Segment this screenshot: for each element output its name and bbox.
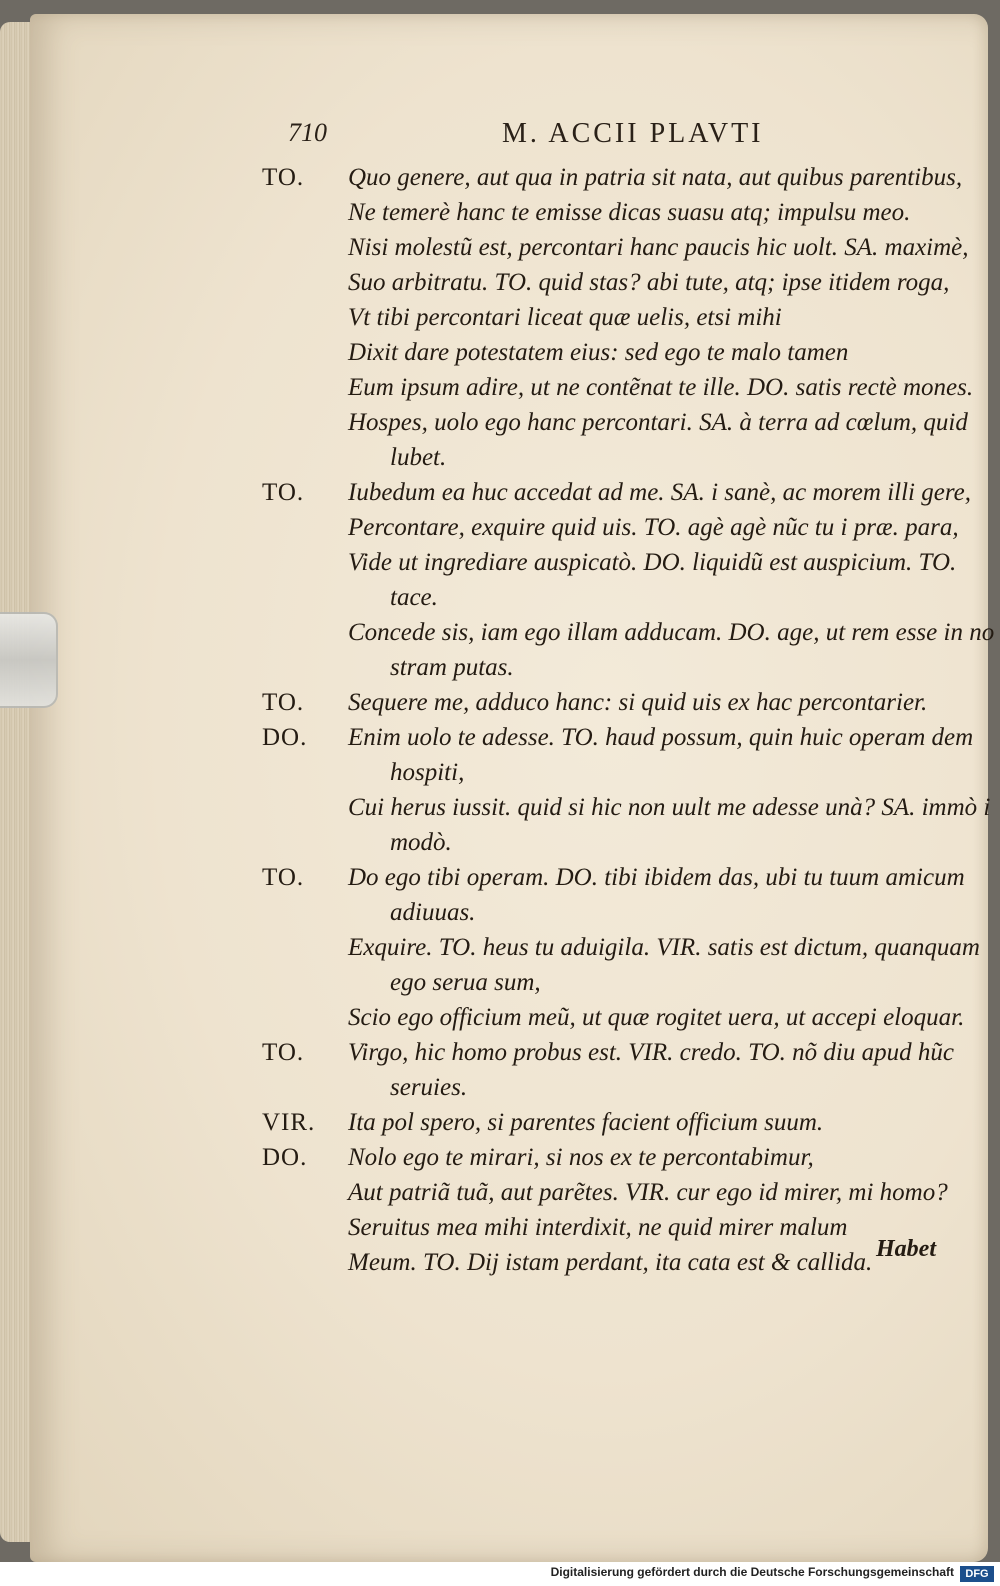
verse-text: lubet. <box>390 444 447 471</box>
verse-text: Eum ipsum adire, ut ne contẽnat te ille. DO. satis rectè mones. <box>348 374 974 401</box>
verse-line <box>262 440 962 475</box>
verse-text: Hospes, uolo ego hanc percontari. SA. à terra ad cœlum, quid <box>348 409 968 436</box>
verse-text: Enim uolo te adesse. TO. haud possum, quin huic operam dem <box>348 724 974 751</box>
verse-line <box>262 895 962 930</box>
verse-line <box>262 720 974 755</box>
verse-line <box>262 685 962 720</box>
verse-text: Nolo ego te mirari, si nos ex te percontabimur, <box>348 1144 814 1171</box>
verse-text: Concede sis, iam ego illam adducam. DO. age, ut rem esse in no <box>348 619 995 646</box>
folio-number: 710 <box>288 118 327 147</box>
verse-line <box>262 860 965 895</box>
verse-text: Ne temerè hanc te emisse dicas suasu atq; impulsu meo. <box>348 199 911 226</box>
verse-line <box>262 965 962 1000</box>
verse-text: Meum. TO. Dij istam perdant, ita cata est & callida. <box>348 1249 873 1276</box>
verse-line <box>262 510 962 545</box>
verse-text: Vt tibi percontari liceat quæ uelis, etsi mihi <box>348 304 782 331</box>
verse-line <box>262 615 995 650</box>
verse-line <box>262 405 968 440</box>
verse-line <box>262 160 962 195</box>
verse-line <box>262 475 971 510</box>
verse-text: Exquire. TO. heus tu aduigila. VIR. satis est dictum, quanquam <box>348 934 980 961</box>
verse-line <box>262 930 980 965</box>
verse-line <box>262 195 962 230</box>
verse-text: seruies. <box>390 1074 468 1101</box>
page-clip <box>0 612 58 708</box>
funding-credit: Digitalisierung gefördert durch die Deutsche Forschungsgemeinschaft <box>550 1565 954 1579</box>
verse-line <box>262 580 962 615</box>
verse-line <box>262 265 962 300</box>
verse-line <box>262 825 962 860</box>
verse-text: Virgo, hic homo probus est. VIR. credo. TO. nõ diu apud hũc <box>348 1039 954 1066</box>
speaker-label: TO. <box>262 479 305 506</box>
verse-text: Vide ut ingrediare auspicatò. DO. liquidũ est auspicium. TO. <box>348 549 957 576</box>
verse-text: Suo arbitratu. TO. quid stas? abi tute, atq; ipse itidem roga, <box>348 269 950 296</box>
verse-text: Nisi molestũ est, percontari hanc paucis hic uolt. SA. maximè, <box>348 234 969 261</box>
verse-text: Aut patriã tuã, aut parẽtes. VIR. cur ego id mirer, mi homo? <box>348 1179 948 1206</box>
verse-text: tace. <box>390 584 438 611</box>
verse-text: adiuuas. <box>390 899 476 926</box>
verse-text: Quo genere, aut qua in patria sit nata, aut quibus parentibus, <box>348 164 963 191</box>
speaker-label: TO. <box>262 164 305 191</box>
verse-text: Percontare, exquire quid uis. TO. agè agè nũc tu i præ. para, <box>348 514 959 541</box>
verse-text: stram putas. <box>390 654 514 681</box>
verse-line <box>262 1035 962 1070</box>
dfg-logo: DFG <box>960 1566 994 1582</box>
verse-line <box>262 545 962 580</box>
speaker-label: TO. <box>262 864 305 891</box>
verse-line <box>262 1140 962 1175</box>
verse-line <box>262 1175 962 1210</box>
verse-text: modò. <box>390 829 452 856</box>
verse-text: Seruitus mea mihi interdixit, ne quid mirer malum <box>348 1214 848 1241</box>
digitization-footer <box>0 1562 1000 1586</box>
speaker-label: DO. <box>262 1144 308 1171</box>
verse-line <box>262 1245 962 1280</box>
verse-text: Do ego tibi operam. DO. tibi ibidem das, ubi tu tuum amicum <box>348 864 965 891</box>
verse-text: hospiti, <box>390 759 465 786</box>
running-title: M. ACCII PLAVTI <box>502 118 764 149</box>
verse-line <box>262 1070 962 1105</box>
verse-text: Ita pol spero, si parentes facient officium suum. <box>348 1109 824 1136</box>
play-text <box>262 160 995 1280</box>
speaker-label: VIR. <box>262 1109 316 1136</box>
verse-text: Scio ego officium meũ, ut quæ rogitet uera, ut accepi eloquar. <box>348 1004 965 1031</box>
verse-line <box>262 1000 965 1035</box>
verse-text: Cui herus iussit. quid si hic non uult me adesse unà? SA. immò i <box>348 794 991 821</box>
speaker-label: DO. <box>262 724 308 751</box>
verse-line <box>262 790 991 825</box>
catchword: Habet <box>876 1236 936 1262</box>
verse-text: Iubedum ea huc accedat ad me. SA. i sanè, ac morem illi gere, <box>348 479 971 506</box>
verse-line <box>262 650 962 685</box>
verse-text: ego serua sum, <box>390 969 541 996</box>
verse-text: Dixit dare potestatem eius: sed ego te malo tamen <box>348 339 849 366</box>
verse-line <box>262 300 962 335</box>
verse-line <box>262 335 962 370</box>
verse-line <box>262 370 974 405</box>
verse-line <box>262 1105 962 1140</box>
speaker-label: TO. <box>262 689 305 716</box>
speaker-label: TO. <box>262 1039 305 1066</box>
verse-line <box>262 755 962 790</box>
verse-text: Sequere me, adduco hanc: si quid uis ex hac percontarier. <box>348 689 928 716</box>
verse-line <box>262 230 969 265</box>
verse-line <box>262 1210 962 1245</box>
